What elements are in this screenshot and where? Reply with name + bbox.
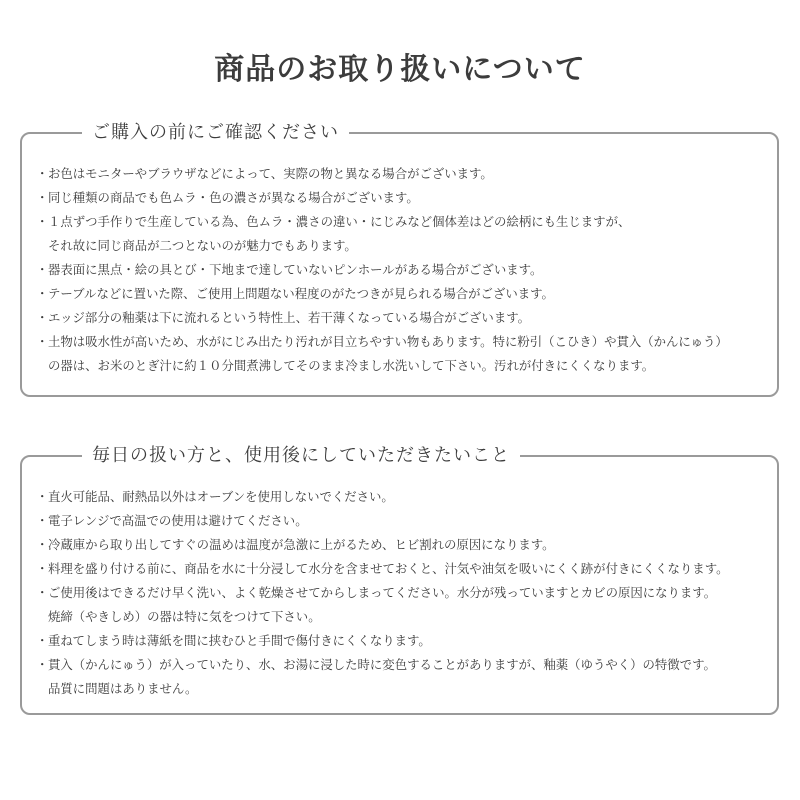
section-daily-care xyxy=(20,445,779,715)
list-item-text: 料理を盛り付ける前に、商品を水に十分浸して水分を含ませておくと、汁気や油気を吸いにくく跡が付きにくくなります。 xyxy=(48,561,729,576)
bullet-mark: ・ xyxy=(36,286,49,301)
list-item-text: 重ねてしまう時は薄紙を間に挟むひと手間で傷付きにくくなります。 xyxy=(48,633,431,648)
list-item-text: 器表面に黒点・絵の具とび・下地まで達していないピンホールがある場合がございます。 xyxy=(48,262,543,277)
list-item-text: 同じ種類の商品でも色ムラ・色の濃さが異なる場合がございます。 xyxy=(48,190,419,205)
section-heading: ご購入の前にご確認ください xyxy=(82,120,349,146)
list-item-text: の器は、お米のとぎ汁に約１０分間煮沸してそのまま冷まし水洗いして下さい。汚れが付きにくくなります。 xyxy=(48,358,655,373)
bullet-mark: ・ xyxy=(36,489,49,504)
list-item xyxy=(36,186,767,210)
bullet-mark: ・ xyxy=(36,214,49,229)
bullet-mark: ・ xyxy=(36,561,49,576)
list-item-text: それ故に同じ商品が二つとないのが魅力でもあります。 xyxy=(48,238,357,253)
list-item xyxy=(36,509,767,533)
list-item-text: 貫入（かんにゅう）が入っていたり、水、お湯に浸した時に変色することがありますが、釉薬（ゆうやく）の特徴です。 xyxy=(48,657,716,672)
list-item-text: 直火可能品、耐熱品以外はオーブンを使用しないでください。 xyxy=(48,489,394,504)
bullet-mark: ・ xyxy=(36,513,49,528)
bullet-mark: ・ xyxy=(36,585,49,600)
bullet-mark: ・ xyxy=(36,633,49,648)
list-item xyxy=(36,330,767,378)
section-heading: 毎日の扱い方と、使用後にしていただきたいこと xyxy=(82,443,520,469)
list-item xyxy=(36,533,767,557)
bullet-mark: ・ xyxy=(36,190,49,205)
list-item xyxy=(36,557,767,581)
bullet-mark: ・ xyxy=(36,166,49,181)
list-item xyxy=(36,258,767,282)
list-item-text: 焼締（やきしめ）の器は特に気をつけて下さい。 xyxy=(48,609,321,624)
bullet-mark: ・ xyxy=(36,657,49,672)
page-title: 商品のお取り扱いについて xyxy=(214,52,586,87)
list-item xyxy=(36,581,767,629)
bullet-mark: ・ xyxy=(36,310,49,325)
list-item-text: お色はモニターやブラウザなどによって、実際の物と異なる場合がございます。 xyxy=(48,166,493,181)
list-item-text: ご使用後はできるだけ早く洗い、よく乾燥させてからしまってください。水分が残っていますとカビの原因になります。 xyxy=(48,585,717,600)
bullet-mark: ・ xyxy=(36,537,49,552)
list-item-text: 品質に問題はありません。 xyxy=(48,681,198,696)
list-item xyxy=(36,306,767,330)
list-item xyxy=(36,162,767,186)
list-item xyxy=(36,629,767,653)
list-item-text: 冷蔵庫から取り出してすぐの温めは温度が急激に上がるため、ヒビ割れの原因になります。 xyxy=(48,537,555,552)
list-item xyxy=(36,485,767,509)
list-item-text: 土物は吸水性が高いため、水がにじみ出たり汚れが目立ちやすい物もあります。特に粉引（こひき）や貫入（かんにゅう） xyxy=(48,334,728,349)
note-list xyxy=(36,162,767,378)
bullet-mark: ・ xyxy=(36,334,49,349)
bullet-mark: ・ xyxy=(36,262,49,277)
list-item-text: １点ずつ手作りで生産している為、色ムラ・濃さの違い・にじみなど個体差はどの絵柄にも生じますが、 xyxy=(48,214,631,229)
list-item xyxy=(36,653,767,701)
section-before-purchase xyxy=(20,122,779,397)
note-list xyxy=(36,485,767,701)
list-item-text: 電子レンジで高温での使用は避けてください。 xyxy=(48,513,308,528)
list-item xyxy=(36,210,767,258)
list-item-text: テーブルなどに置いた際、ご使用上問題ない程度のがたつきが見られる場合がございます。 xyxy=(48,286,554,301)
list-item-text: エッジ部分の釉薬は下に流れるという特性上、若干薄くなっている場合がございます。 xyxy=(48,310,530,325)
list-item xyxy=(36,282,767,306)
